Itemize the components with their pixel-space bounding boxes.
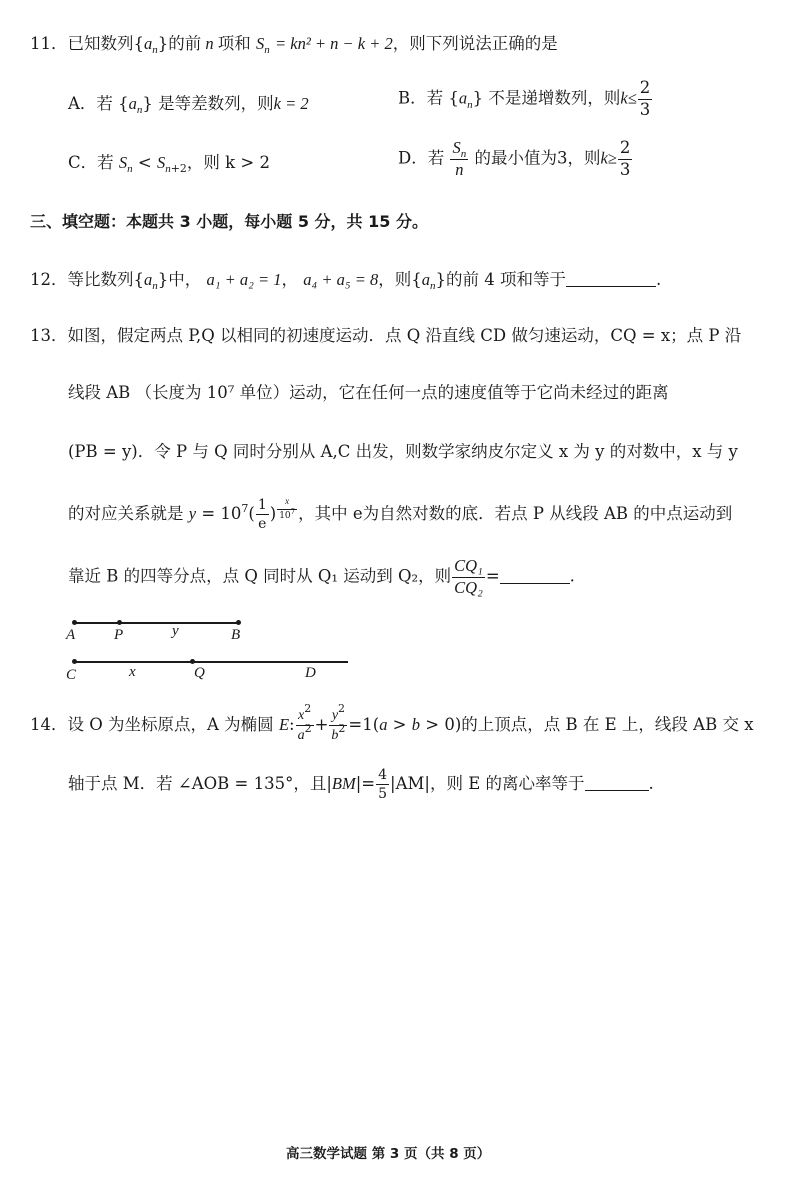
label-q: Q bbox=[194, 665, 205, 681]
q13-line-1: 13．如图，假定两点 P,Q 以相同的初速度运动．点 Q 沿直线 CD 做匀速运动，CQ = x；点 P 沿 bbox=[30, 326, 742, 345]
q13-line-3: (PB = y)．令 P 与 Q 同时分别从 A,C 出发，则数学家纳皮尔定义 x 为 y 的对数中，x 与 y bbox=[68, 442, 738, 461]
q13-line-4: 的对应关系就是 $y = 10^7$( $\frac{1}{e}$ ) $^{\frac{x}{10^7}}$ ，其中 e为自然对数的底．若点 P 从线段 AB 的中点运动到 bbox=[68, 496, 733, 532]
page-footer: 高三数学试题 第 3 页（共 8 页） bbox=[286, 1146, 491, 1162]
label-d: D bbox=[305, 665, 316, 681]
q13-line-2: 线段 AB （长度为 10⁷ 单位）运动，它在任何一点的速度值等于它尚未经过的距离 bbox=[68, 383, 669, 402]
label-a: A bbox=[66, 627, 76, 643]
q11-option-c: C．若 $S_n < S_{n+2}$，则 k > 2 bbox=[68, 153, 270, 175]
q13-line-5: 靠近 B 的四等分点，点 Q 同时从 Q₁ 运动到 Q₂，则 $\frac{\text{CQ₁}}{\text{CQ₂}}$ = . bbox=[68, 556, 575, 597]
q14-answer-blank[interactable] bbox=[585, 774, 649, 792]
label-c: C bbox=[66, 667, 77, 683]
q11-number: 11． bbox=[30, 34, 68, 53]
q11-option-a: A．若 $\{a_n\}$ 是等差数列，则k = 2 bbox=[68, 94, 309, 116]
ellipse-equation: E: $\frac{x^2}{a^2}$ + $\frac{y^2}{b^2}$ =1(a > b > 0) bbox=[278, 702, 462, 743]
label-x: x bbox=[129, 664, 136, 680]
q13-number: 13． bbox=[30, 326, 68, 345]
q11-stem: 11．已知数列$\{a_n\}$的前 n 项和 $S_n = kn^2 + n - k + 2$，则下列说法正确的是 bbox=[30, 34, 558, 56]
q12-number: 12． bbox=[30, 270, 68, 289]
line-cd bbox=[74, 661, 348, 663]
q14-number: 14． bbox=[30, 715, 68, 734]
point-b bbox=[236, 620, 241, 625]
section-fill-in-heading: 三、填空题：本题共 3 小题，每小题 5 分，共 15 分。 bbox=[30, 212, 428, 231]
label-y: y bbox=[172, 623, 179, 639]
label-p: P bbox=[114, 627, 124, 643]
point-q bbox=[190, 659, 195, 664]
napier-formula: $y = 10^7$( $\frac{1}{e}$ ) $^{\frac{x}{10^7}}$ bbox=[188, 496, 296, 532]
q14-line-1: 14．设 O 为坐标原点，A 为椭圆 E: $\frac{x^2}{a^2}$ + $\frac{y^2}{b^2}$ =1(a > b > 0)的上顶点，点 B 在 E 上，线段 AB 交 x bbox=[30, 702, 754, 743]
q14-line-2: 轴于点 M．若 ∠AOB = 135°，且|BM|= $\frac{4}{5}$ |AM|，则 E 的离心率等于 . bbox=[68, 767, 654, 802]
point-c bbox=[72, 659, 77, 664]
point-p bbox=[117, 620, 122, 625]
q12-text: 12．等比数列$\{a_n\}$中， a₁ + a₂ = 1， a₄ + a₅ = 8，则$\{a_n\}$的前 4 项和等于 . bbox=[30, 270, 662, 292]
q11-option-d: D．若 $\frac{S_n}{n}$ 的最小值为3，则k≥ $\frac{2}{3}$ bbox=[398, 138, 631, 179]
label-b: B bbox=[231, 627, 241, 643]
point-a bbox=[72, 620, 77, 625]
q13-answer-blank[interactable] bbox=[500, 566, 570, 584]
segment-ab bbox=[74, 622, 238, 624]
q12-answer-blank[interactable] bbox=[566, 270, 656, 288]
q11-option-b: B．若 $\{a_n\}$ 不是递增数列，则k≤ $\frac{2}{3}$ bbox=[398, 78, 651, 119]
